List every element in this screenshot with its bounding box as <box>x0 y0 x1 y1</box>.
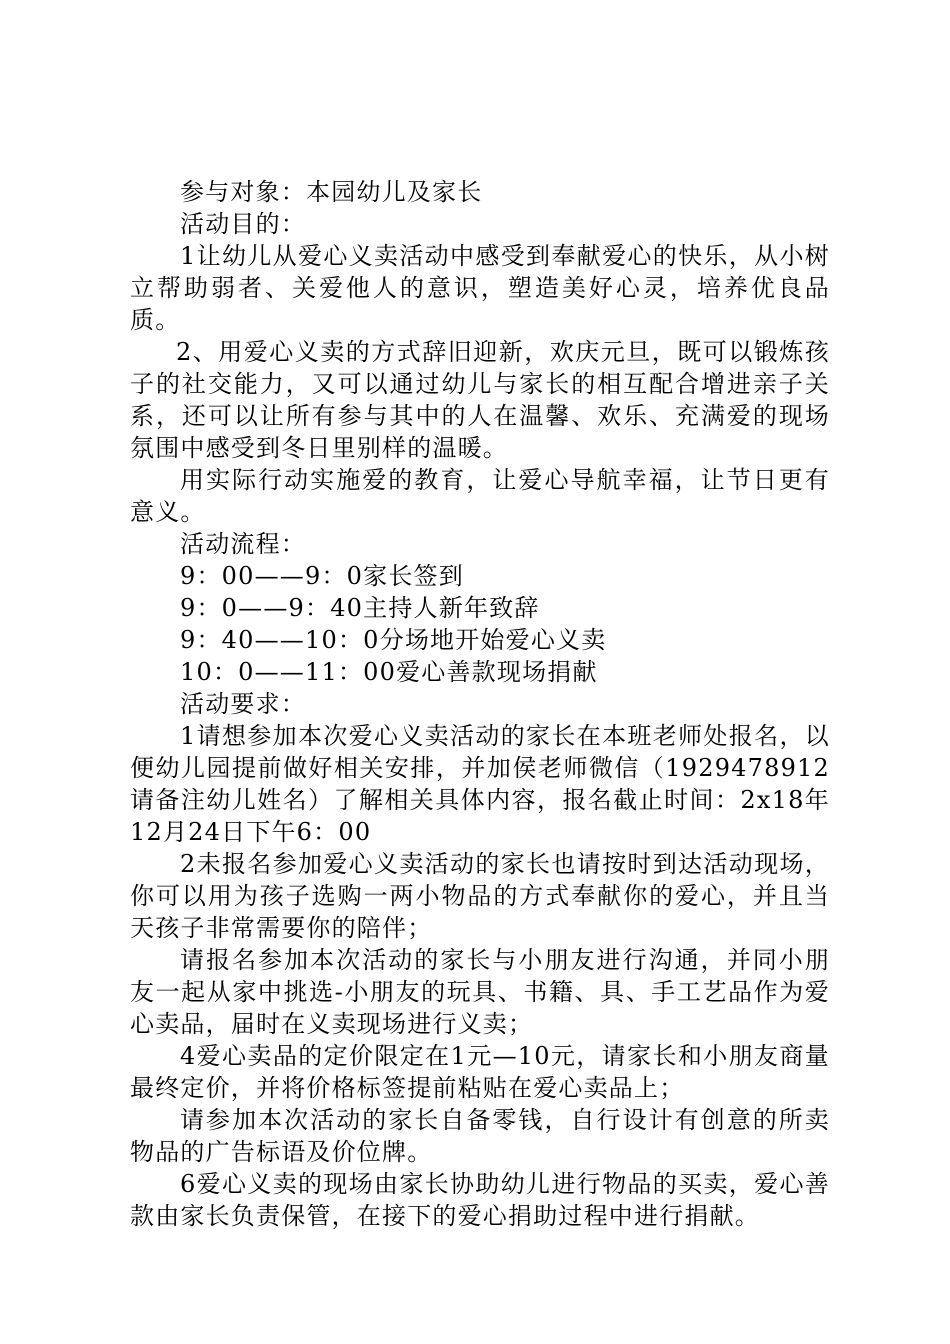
purpose-item-1: 1让幼儿从爱心义卖活动中感受到奉献爱心的快乐，从小树立帮助弱者、关爱他人的意识，塑造美好心灵，培养优良品质。 <box>130 242 830 334</box>
purpose-item-2: 2、用爱心义卖的方式辞旧迎新，欢庆元旦，既可以锻炼孩子的社交能力，又可以通过幼儿与家长的相互配合增进亲子关系，还可以让所有参与其中的人在温馨、欢乐、充满爱的现场氛围中感受到冬日里别样的温暖。 <box>130 338 830 462</box>
requirements-heading: 活动要求： <box>180 690 306 718</box>
document-body <box>130 176 830 1232</box>
purpose-item-3: 用实际行动实施爱的教育，让爱心导航幸福，让节日更有意义。 <box>130 466 830 526</box>
purpose-heading: 活动目的： <box>180 210 306 238</box>
requirement-4: 4爱心卖品的定价限定在1元—10元，请家长和小朋友商量最终定价，并将价格标签提前粘贴在爱心卖品上； <box>130 1042 830 1102</box>
process-step-1: 9：00——9：0家长签到 <box>180 562 464 590</box>
requirement-5: 请参加本次活动的家长自备零钱，自行设计有创意的所卖物品的广告标语及价位牌。 <box>130 1106 830 1166</box>
requirement-2: 2未报名参加爱心义卖活动的家长也请按时到达活动现场，你可以用为孩子选购一两小物品的方式奉献你的爱心，并且当天孩子非常需要你的陪伴； <box>130 850 830 942</box>
process-step-2: 9：0——9：40主持人新年致辞 <box>180 594 540 622</box>
process-step-4: 10：0——11：00爱心善款现场捐献 <box>180 658 598 686</box>
requirement-3: 请报名参加本次活动的家长与小朋友进行沟通，并同小朋友一起从家中挑选-小朋友的玩具、书籍、具、手工艺品作为爱心卖品，届时在义卖现场进行义卖； <box>130 946 830 1038</box>
requirement-1: 1请想参加本次爱心义卖活动的家长在本班老师处报名，以便幼儿园提前做好相关安排，并加侯老师微信（1929478912请备注幼儿姓名）了解相关具体内容，报名截止时间：2x18年12月24日下午6：00 <box>130 722 830 846</box>
requirement-6: 6爱心义卖的现场由家长协助幼儿进行物品的买卖，爱心善款由家长负责保管，在接下的爱心捐助过程中进行捐献。 <box>130 1170 830 1230</box>
process-heading: 活动流程： <box>180 530 306 558</box>
participants-line: 参与对象：本园幼儿及家长 <box>180 178 483 206</box>
process-step-3: 9：40——10：0分场地开始爱心义卖 <box>180 626 607 654</box>
